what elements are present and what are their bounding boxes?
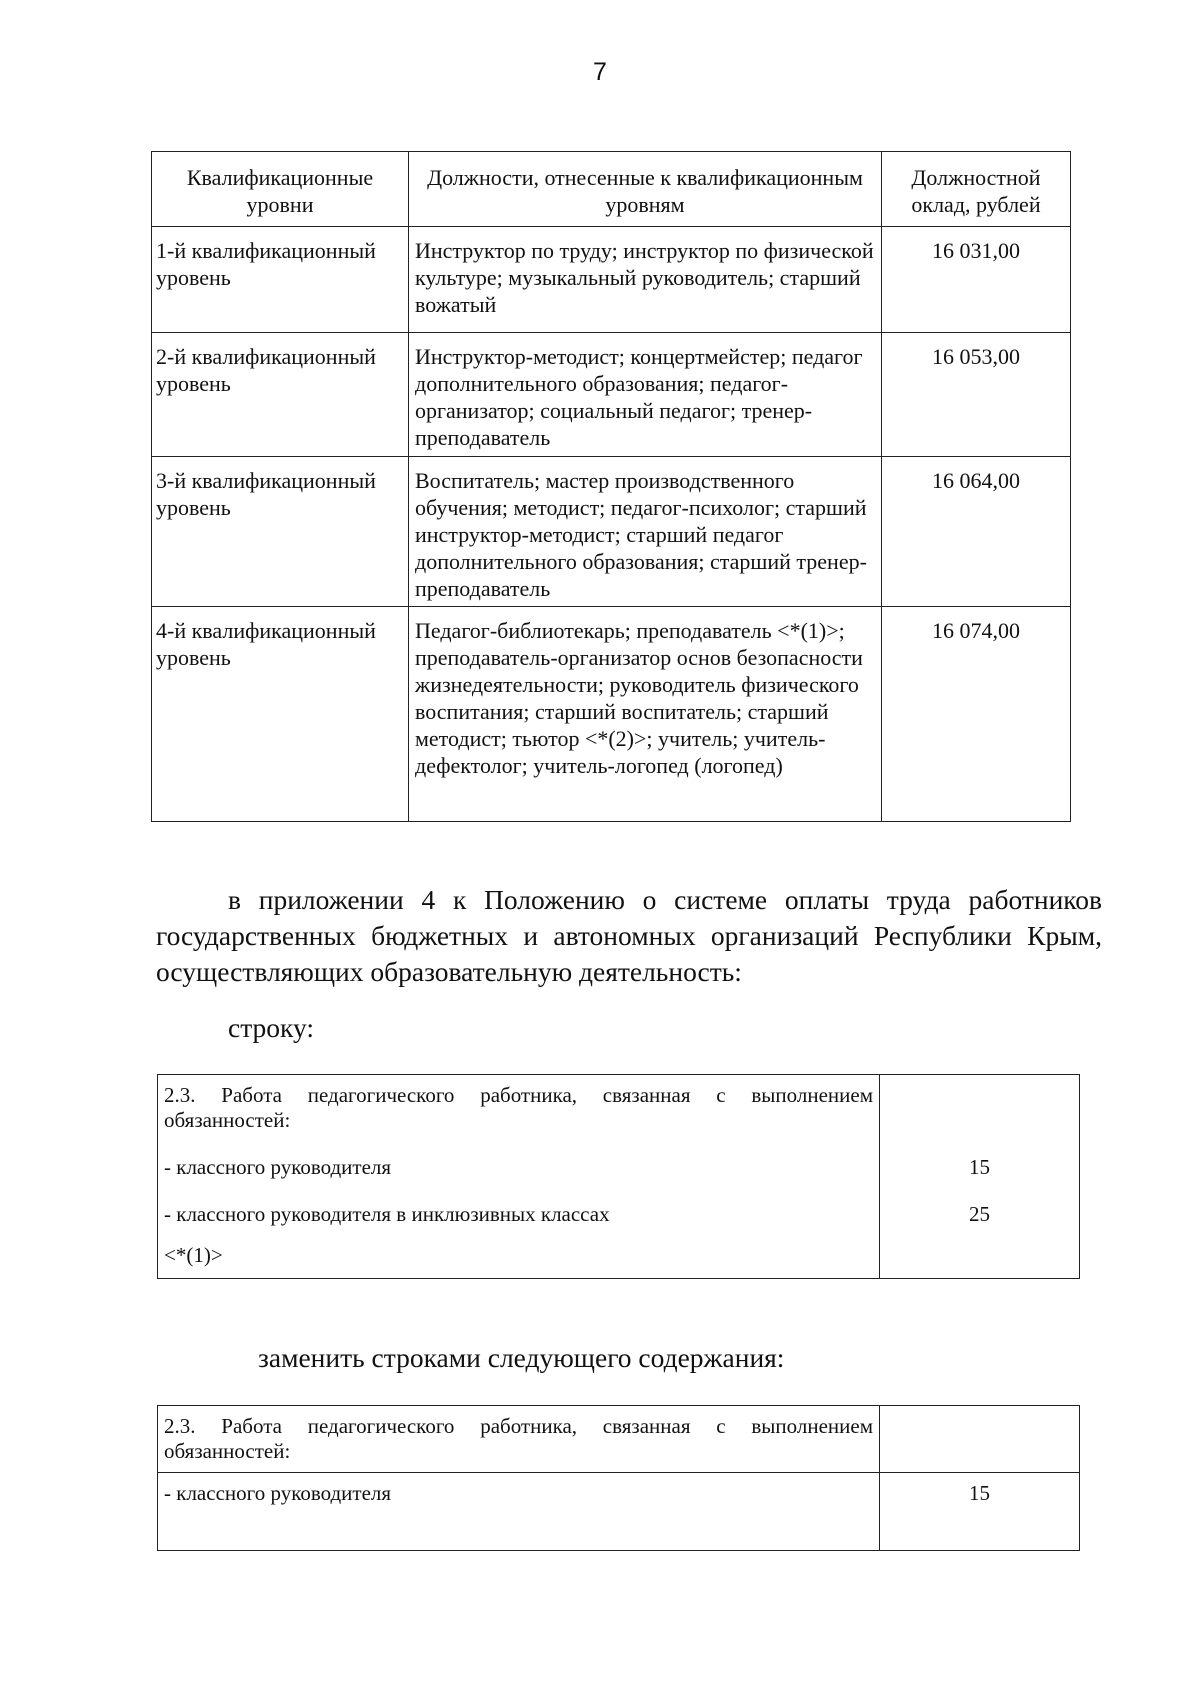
rate-value: 15 bbox=[880, 1141, 1080, 1188]
salary-table bbox=[151, 151, 1071, 822]
line-label: строку: bbox=[228, 1012, 315, 1043]
table-row bbox=[152, 607, 1071, 822]
table-row bbox=[152, 333, 1071, 457]
header-salary: Должностной оклад, рублей bbox=[882, 152, 1071, 227]
table-row bbox=[152, 457, 1071, 607]
rate-heading: 2.3. Работа педагогического работника, связанная с выполнением обязанностей: bbox=[158, 1075, 880, 1142]
level-cell: 1-й квалификационный уровень bbox=[152, 227, 409, 333]
level-cell: 4-й квалификационный уровень bbox=[152, 607, 409, 822]
rate-footnote-value bbox=[880, 1235, 1080, 1279]
table-row bbox=[152, 227, 1071, 333]
amendment-paragraph-text: в приложении 4 к Положению о системе оплаты труда работников государственных бюджетных и автономных организаций Республики Крым, осуществляющих образовательную деятельность: bbox=[156, 884, 1102, 987]
salary-cell: 16 074,00 bbox=[882, 607, 1071, 822]
salary-cell: 16 053,00 bbox=[882, 333, 1071, 457]
table-row bbox=[158, 1473, 1080, 1551]
rate-heading: 2.3. Работа педагогического работника, связанная с выполнением обязанностей: bbox=[158, 1406, 880, 1473]
table-row bbox=[158, 1188, 1080, 1235]
rate-item: - классного руководителя в инклюзивных классах bbox=[158, 1188, 880, 1235]
header-levels: Квалификационные уровни bbox=[152, 152, 409, 227]
new-rate-table bbox=[157, 1405, 1080, 1551]
rate-item: - классного руководителя bbox=[158, 1473, 880, 1551]
salary-cell: 16 064,00 bbox=[882, 457, 1071, 607]
replace-label: заменить строками следующего содержания: bbox=[258, 1342, 785, 1373]
rate-heading-value bbox=[880, 1406, 1080, 1473]
table-row bbox=[158, 1406, 1080, 1473]
amendment-paragraph bbox=[156, 882, 1102, 990]
table-row bbox=[158, 1141, 1080, 1188]
salary-table-header bbox=[152, 152, 1071, 227]
positions-cell: Педагог-библиотекарь; преподаватель <*(1)>; преподаватель-организатор основ безопасности жизнедеятельности; руководитель физического воспитания; старший воспитатель; старший методист; тьютор <*(2)>; учитель; учитель-дефектолог; учитель-логопед (логопед) bbox=[409, 607, 882, 822]
positions-cell: Воспитатель; мастер производственного обучения; методист; педагог-психолог; старший инструктор-методист; старший педагог дополнительного образования; старший тренер-преподаватель bbox=[409, 457, 882, 607]
rate-heading-value bbox=[880, 1075, 1080, 1142]
salary-cell: 16 031,00 bbox=[882, 227, 1071, 333]
rate-item: - классного руководителя bbox=[158, 1141, 880, 1188]
table-row bbox=[158, 1075, 1080, 1142]
positions-cell: Инструктор по труду; инструктор по физической культуре; музыкальный руководитель; старший вожатый bbox=[409, 227, 882, 333]
page-number: 7 bbox=[593, 58, 607, 86]
rate-value: 15 bbox=[880, 1473, 1080, 1551]
table-row bbox=[158, 1235, 1080, 1279]
level-cell: 2-й квалификационный уровень bbox=[152, 333, 409, 457]
old-rate-table bbox=[157, 1074, 1080, 1279]
positions-cell: Инструктор-методист; концертмейстер; педагог дополнительного образования; педагог-организатор; социальный педагог; тренер-преподаватель bbox=[409, 333, 882, 457]
rate-footnote: <*(1)> bbox=[158, 1235, 880, 1279]
rate-value: 25 bbox=[880, 1188, 1080, 1235]
level-cell: 3-й квалификационный уровень bbox=[152, 457, 409, 607]
header-positions: Должности, отнесенные к квалификационным уровням bbox=[409, 152, 882, 227]
